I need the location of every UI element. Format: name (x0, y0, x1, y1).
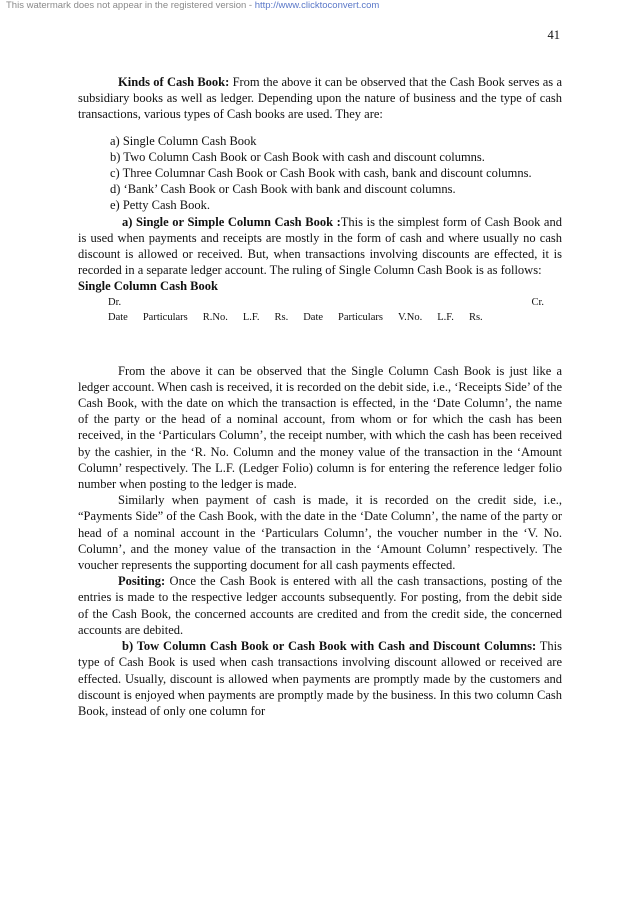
posting-heading: Positing: (118, 574, 166, 589)
list-item: e) Petty Cash Book. (110, 198, 210, 213)
column-header: L.F. (437, 311, 454, 323)
list-item: b) Two Column Cash Book or Cash Book with cash and discount columns. (110, 149, 485, 164)
watermark-text: This watermark does not appear in the registered version - (6, 0, 255, 11)
receipts-paragraph: From the above it can be observed that the Single Column Cash Book is just like a ledger account. When cash is received, it is recorded on the debit side, i.e., ‘Receipts Side’ of the Cash Book, with the date on which the transaction is effected, in the ‘Date Column’, the name of the party or the head of a nominal account, from whom or for which the cash has been received, in the ‘Particulars Column’, the receipt number, with which the cash has been received by the cashier, in the ‘R. No. Column and the money value of the transaction in the ‘Amount Column’ respectively. The L.F. (Ledger Folio) column is for entering the reference ledger folio number when posting to the ledger is made. (78, 363, 562, 492)
ruling-header (108, 295, 562, 325)
column-header: V.No. (397, 311, 423, 323)
posting-paragraph (78, 573, 562, 638)
debit-label: Dr. (108, 296, 122, 308)
column-header: Particulars (142, 311, 188, 323)
single-column-text: This is the simplest form of Cash Book and is used when payments and receipts are mostly in the form of cash and where usually no cash discount is allowed or received. But, when transactions involving discounts are effected, it is recorded in a separate ledger account. The ruling of Single Column Cash Book is as follows: (78, 214, 562, 278)
column-header: Date (108, 311, 128, 323)
payments-paragraph: Similarly when payment of cash is made, it is recorded on the credit side, i.e., “Payments Side” of the Cash Book, with the date in the ‘Date Column’, the name of the party or head of a nominal account in the ‘Particulars Column’, the voucher number in the ‘V. No. Column’, and the money value of the transaction in the ‘Amount Column’ respectively. The voucher represents the supporting document for all cash payments effected. (78, 493, 562, 573)
ruling-title: Single Column Cash Book (78, 279, 218, 294)
single-column-heading: a) Single or Simple Column Cash Book : (122, 214, 341, 229)
ruling-columns (108, 310, 562, 325)
intro-heading: Kinds of Cash Book: (118, 75, 230, 89)
ruling-side-labels (108, 295, 562, 310)
credit-label: Cr. (531, 296, 544, 308)
list-item: a) Single Column Cash Book (110, 133, 257, 148)
blank-ruling-area (78, 325, 562, 363)
column-header: R.No. (202, 311, 228, 323)
list-item: d) ‘Bank’ Cash Book or Cash Book with bank and discount columns. (110, 182, 456, 197)
column-header: Rs. (274, 311, 289, 323)
single-column-paragraph (78, 214, 562, 279)
intro-paragraph (78, 74, 562, 123)
page-number: 41 (547, 28, 560, 42)
cash-book-types-list (78, 133, 562, 214)
column-header: Rs. (468, 311, 483, 323)
intro-text: From the above it can be observed that the Cash Book serves as a subsidiary books as well as ledger. Depending upon the nature of business and the type of cash transactions, various types of Cash books are used. They are: (78, 75, 562, 122)
watermark (6, 0, 379, 11)
two-column-text: This type of Cash Book is used when cash transactions involving discount allowed or received are effected. Usually, discount is allowed when payments are promptly made by the customers and discount is enjoyed when payments are promptly made by the business. In this two column Cash Book, instead of only one column for (78, 639, 563, 718)
column-header: Particulars (338, 311, 383, 323)
column-header: Date (303, 311, 324, 323)
column-header: L.F. (242, 311, 260, 323)
list-item: c) Three Columnar Cash Book or Cash Book with cash, bank and discount columns. (110, 166, 532, 181)
posting-text: Once the Cash Book is entered with all the cash transactions, posting of the entries is made to the respective ledger accounts subsequently. For posting, from the debit side of the Cash Book, the concerned accounts are credited and from the credit side, the concerned accounts are debited. (78, 574, 562, 637)
document-body (78, 74, 562, 719)
two-column-paragraph (78, 638, 562, 719)
two-column-heading: b) Tow Column Cash Book or Cash Book with Cash and Discount Columns: (122, 639, 537, 654)
watermark-url[interactable]: http://www.clicktoconvert.com (254, 0, 380, 11)
